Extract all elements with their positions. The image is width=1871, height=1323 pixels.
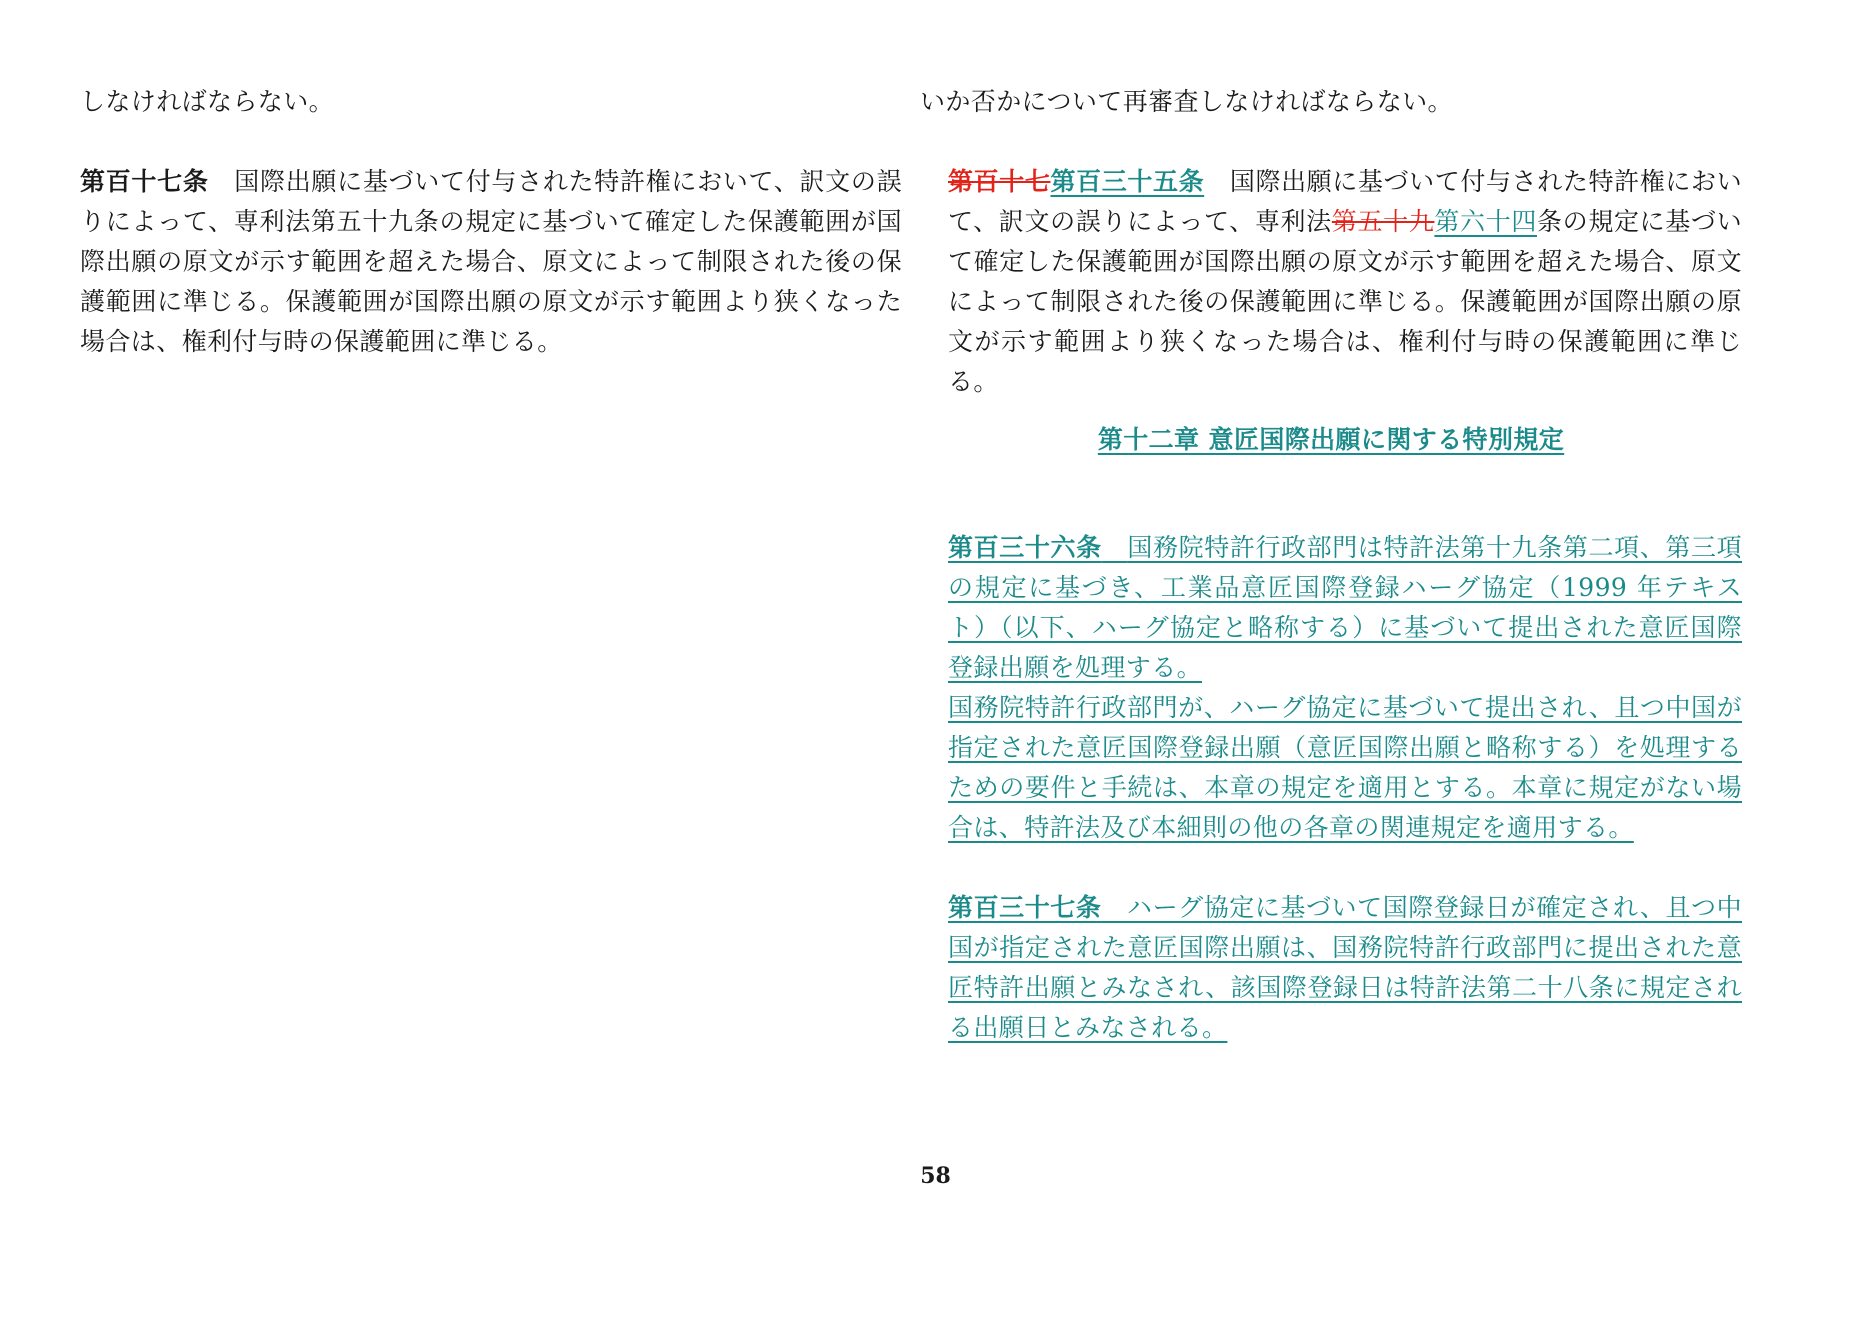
article-136-text-1: 国務院特許行政部門は特許法第十九条第二項、第三項の規定に基づき、工業品意匠国際登録ハーグ協定（1999 年テキスト）（以下、ハーグ協定と略称する）に基づいて提出された意匠国際登録出願を処理する。 (948, 533, 1742, 682)
article-135-deleted-number: 第百十七 (948, 167, 1051, 196)
article-135-deleted-ref: 第五十九 (1331, 207, 1435, 236)
article-137-paragraph (920, 888, 1742, 1048)
article-136-number: 第百三十六条 (948, 533, 1102, 562)
article-135-inserted-number: 第百三十五条 (1050, 167, 1205, 196)
article-117-text: 国際出願に基づいて付与された特許権において、訳文の誤りによって、専利法第五十九条の規定に基づいて確定した保護範囲が国際出願の原文が示す範囲を超えた場合、原文によって制限された後の保護範囲に準じる。保護範囲が国際出願の原文が示す範囲より狭くなった場合は、権利付与時の保護範囲に準じる。 (80, 167, 902, 356)
left-continuation-text: しなければならない。 (80, 87, 335, 116)
page-number: 58 (920, 1163, 951, 1189)
article-135-text-a: 国際出願に基づいて付与された特許権において、訳文の誤りによって、専利法 (948, 167, 1742, 236)
article-137-number: 第百三十七条 (948, 893, 1102, 922)
article-136-paragraph-1 (920, 528, 1742, 688)
article-135-text-b: 条の規定に基づいて確定した保護範囲が国際出願の原文が示す範囲を超えた場合、原文によって制限された後の保護範囲に準じる。保護範囲が国際出願の原文が示す範囲より狭くなった場合は、権利付与時の保護範囲に準じる。 (948, 207, 1742, 396)
article-117-paragraph (80, 162, 902, 362)
article-137-text: ハーグ協定に基づいて国際登録日が確定され、且つ中国が指定された意匠国際出願は、国務院特許行政部門に提出された意匠特許出願とみなされ、該国際登録日は特許法第二十八条に規定される出願日とみなされる。 (948, 893, 1742, 1042)
article-135-inserted-ref: 第六十四 (1434, 207, 1538, 236)
chapter-heading: 第十二章 意匠国際出願に関する特別規定 (1097, 425, 1565, 454)
article-135-paragraph (920, 162, 1742, 402)
article-117-number: 第百十七条 (80, 167, 209, 196)
right-continuation-text: いか否かについて再審査しなければならない。 (920, 87, 1453, 116)
article-136-paragraph-2: 国務院特許行政部門が、ハーグ協定に基づいて提出され、且つ中国が指定された意匠国際登録出願（意匠国際出願と略称する）を処理するための要件と手続は、本章の規定を適用とする。本章に規定がない場合は、特許法及び本細則の他の各章の関連規定を適用する。 (948, 693, 1742, 842)
